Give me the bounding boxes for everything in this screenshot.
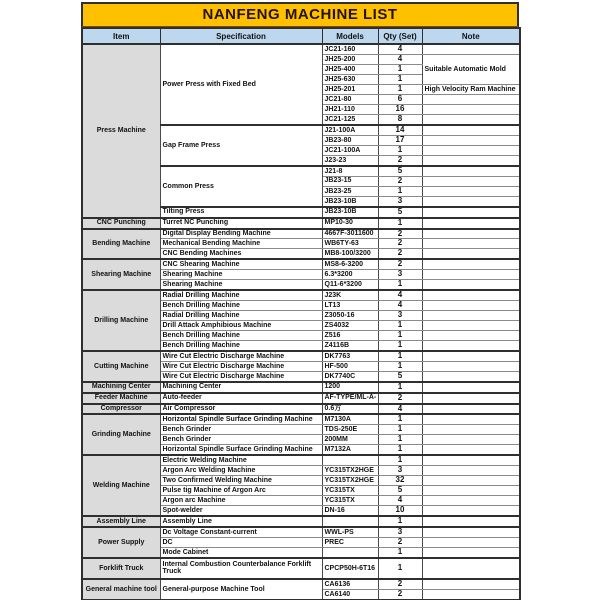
- model-cell: DK7763: [322, 351, 378, 361]
- note-cell: [422, 558, 520, 579]
- model-cell: 4667F-3011600: [322, 229, 378, 239]
- qty-cell: 5: [378, 166, 422, 176]
- qty-cell: 1: [378, 455, 422, 465]
- spec-cell: Tilting Press: [160, 207, 322, 218]
- note-cell: [422, 476, 520, 486]
- spec-cell: Mechanical Bending Machine: [160, 239, 322, 249]
- machine-list-table: [81, 27, 521, 600]
- model-cell: [322, 455, 378, 465]
- model-cell: WB6TY-63: [322, 239, 378, 249]
- spec-cell: Drill Attack Amphibious Machine: [160, 321, 322, 331]
- table-row: [82, 259, 520, 269]
- model-cell: Z516: [322, 331, 378, 341]
- spec-cell: Two Confirmed Welding Machine: [160, 476, 322, 486]
- qty-cell: 5: [378, 207, 422, 218]
- model-cell: JH25-400: [322, 64, 378, 74]
- table-row: [82, 527, 520, 537]
- note-cell: [422, 589, 520, 600]
- model-cell: YC315TX: [322, 496, 378, 506]
- table-row: [82, 579, 520, 589]
- note-cell: [422, 135, 520, 145]
- model-cell: CA6140: [322, 589, 378, 600]
- model-cell: M7130A: [322, 414, 378, 424]
- model-cell: JB23-15: [322, 176, 378, 186]
- model-cell: J21-8: [322, 166, 378, 176]
- model-cell: JH21-110: [322, 105, 378, 115]
- note-cell: [422, 249, 520, 259]
- qty-cell: 1: [378, 425, 422, 435]
- model-cell: JB23-10B: [322, 196, 378, 206]
- table-row: [82, 414, 520, 424]
- model-cell: ZS4032: [322, 321, 378, 331]
- spec-cell: Power Press with Fixed Bed: [160, 44, 322, 125]
- spec-cell: Argon arc Machine: [160, 496, 322, 506]
- model-cell: HF-500: [322, 361, 378, 371]
- note-cell: [422, 280, 520, 290]
- qty-cell: 8: [378, 115, 422, 125]
- model-cell: LT13: [322, 300, 378, 310]
- qty-cell: 14: [378, 125, 422, 135]
- model-cell: Z3050-16: [322, 310, 378, 320]
- note-cell: [422, 146, 520, 156]
- note-cell: [422, 496, 520, 506]
- qty-cell: 2: [378, 156, 422, 166]
- spec-cell: Horizontal Spindle Surface Grinding Machine: [160, 414, 322, 424]
- note-cell: [422, 331, 520, 341]
- qty-cell: 1: [378, 331, 422, 341]
- qty-cell: 3: [378, 270, 422, 280]
- note-cell: High Velocity Ram Machine: [422, 85, 520, 95]
- spec-cell: Auto-feeder: [160, 393, 322, 404]
- model-cell: JC21-80: [322, 95, 378, 105]
- item-cell: Compressor: [82, 404, 160, 415]
- model-cell: JH25-200: [322, 54, 378, 64]
- qty-cell: 2: [378, 239, 422, 249]
- qty-cell: 1: [378, 351, 422, 361]
- note-cell: [422, 435, 520, 445]
- item-cell: Power Supply: [82, 527, 160, 558]
- model-cell: JB23-80: [322, 135, 378, 145]
- spec-cell: Air Compressor: [160, 404, 322, 415]
- qty-cell: 1: [378, 558, 422, 579]
- spec-cell: Common Press: [160, 166, 322, 207]
- model-cell: JB23-10B: [322, 207, 378, 218]
- item-cell: Bending Machine: [82, 229, 160, 260]
- spec-cell: Bench Grinder: [160, 435, 322, 445]
- qty-cell: 32: [378, 476, 422, 486]
- model-cell: M7132A: [322, 445, 378, 455]
- spec-cell: Machining Center: [160, 382, 322, 393]
- qty-cell: 2: [378, 393, 422, 404]
- column-header-specification: Specification: [160, 28, 322, 44]
- qty-cell: 1: [378, 186, 422, 196]
- note-cell: [422, 270, 520, 280]
- qty-cell: 16: [378, 105, 422, 115]
- item-cell: General machine tool: [82, 579, 160, 600]
- column-header-note: Note: [422, 28, 520, 44]
- qty-cell: 4: [378, 290, 422, 300]
- spec-cell: Wire Cut Electric Discharge Machine: [160, 371, 322, 381]
- model-cell: J21-100A: [322, 125, 378, 135]
- qty-cell: 4: [378, 54, 422, 64]
- note-cell: Suitable Automatic Mold: [422, 54, 520, 84]
- model-cell: [322, 516, 378, 527]
- item-cell: Feeder Machine: [82, 393, 160, 404]
- qty-cell: 2: [378, 537, 422, 547]
- note-cell: [422, 156, 520, 166]
- qty-cell: 10: [378, 506, 422, 516]
- note-cell: [422, 506, 520, 516]
- item-cell: Grinding Machine: [82, 414, 160, 455]
- table-row: [82, 218, 520, 229]
- note-cell: [422, 547, 520, 557]
- qty-cell: 1: [378, 146, 422, 156]
- table-row: [82, 382, 520, 393]
- spec-cell: Shearing Machine: [160, 270, 322, 280]
- note-cell: [422, 239, 520, 249]
- qty-cell: 1: [378, 435, 422, 445]
- model-cell: DN-16: [322, 506, 378, 516]
- qty-cell: 6: [378, 95, 422, 105]
- spec-cell: Digital Display Bending Machine: [160, 229, 322, 239]
- qty-cell: 3: [378, 196, 422, 206]
- model-cell: 6.3*3200: [322, 270, 378, 280]
- note-cell: [422, 527, 520, 537]
- spec-cell: Bench Drilling Machine: [160, 341, 322, 351]
- spec-cell: Electric Welding Machine: [160, 455, 322, 465]
- item-cell: Cutting Machine: [82, 351, 160, 382]
- note-cell: [422, 341, 520, 351]
- note-cell: [422, 466, 520, 476]
- item-cell: Forklift Truck: [82, 558, 160, 579]
- qty-cell: 1: [378, 280, 422, 290]
- item-cell: CNC Punching: [82, 218, 160, 229]
- spec-cell: DC: [160, 537, 322, 547]
- model-cell: CA6136: [322, 579, 378, 589]
- qty-cell: 1: [378, 341, 422, 351]
- spec-cell: Wire Cut Electric Discharge Machine: [160, 361, 322, 371]
- model-cell: CPCP50H-6T16: [322, 558, 378, 579]
- note-cell: [422, 414, 520, 424]
- note-cell: [422, 579, 520, 589]
- qty-cell: 3: [378, 466, 422, 476]
- spec-cell: Spot-welder: [160, 506, 322, 516]
- qty-cell: 1: [378, 445, 422, 455]
- model-cell: JH25-630: [322, 74, 378, 84]
- qty-cell: 3: [378, 527, 422, 537]
- column-header-item: Item: [82, 28, 160, 44]
- note-cell: [422, 290, 520, 300]
- qty-cell: 17: [378, 135, 422, 145]
- table-row: [82, 44, 520, 54]
- model-cell: MB8-100/3200: [322, 249, 378, 259]
- note-cell: [422, 371, 520, 381]
- page-title: NANFENG MACHINE LIST: [81, 2, 519, 27]
- model-cell: PREC: [322, 537, 378, 547]
- model-cell: JC21-160: [322, 44, 378, 54]
- qty-cell: 4: [378, 300, 422, 310]
- qty-cell: 1: [378, 547, 422, 557]
- note-cell: [422, 115, 520, 125]
- table-row: [82, 229, 520, 239]
- spec-cell: Bench Grinder: [160, 425, 322, 435]
- qty-cell: 3: [378, 310, 422, 320]
- note-cell: [422, 95, 520, 105]
- spec-cell: Dc Voltage Constant-current: [160, 527, 322, 537]
- qty-cell: 1: [378, 218, 422, 229]
- qty-cell: 4: [378, 496, 422, 506]
- table-row: [82, 455, 520, 465]
- item-cell: Drilling Machine: [82, 290, 160, 351]
- note-cell: [422, 207, 520, 218]
- note-cell: [422, 455, 520, 465]
- spec-cell: Wire Cut Electric Discharge Machine: [160, 351, 322, 361]
- note-cell: [422, 393, 520, 404]
- note-cell: [422, 351, 520, 361]
- item-cell: Machining Center: [82, 382, 160, 393]
- qty-cell: 2: [378, 579, 422, 589]
- note-cell: [422, 229, 520, 239]
- qty-cell: 1: [378, 74, 422, 84]
- spec-cell: Shearing Machine: [160, 280, 322, 290]
- model-cell: WWL-PS: [322, 527, 378, 537]
- spec-cell: Bench Drilling Machine: [160, 300, 322, 310]
- note-cell: [422, 176, 520, 186]
- qty-cell: 2: [378, 176, 422, 186]
- qty-cell: 2: [378, 589, 422, 600]
- note-cell: [422, 166, 520, 176]
- qty-cell: 5: [378, 371, 422, 381]
- machine-list-sheet: [81, 0, 519, 600]
- note-cell: [422, 516, 520, 527]
- note-cell: [422, 218, 520, 229]
- spec-cell: CNC Shearing Machine: [160, 259, 322, 269]
- qty-cell: 4: [378, 404, 422, 415]
- model-cell: YC315TX2HGE: [322, 466, 378, 476]
- qty-cell: 1: [378, 361, 422, 371]
- column-header-qty: Qty (Set): [378, 28, 422, 44]
- item-cell: Assembly Line: [82, 516, 160, 527]
- model-cell: YC315TX: [322, 486, 378, 496]
- qty-cell: 2: [378, 249, 422, 259]
- item-cell: Shearing Machine: [82, 259, 160, 290]
- model-cell: JH25-201: [322, 85, 378, 95]
- spec-cell: CNC Bending Machines: [160, 249, 322, 259]
- model-cell: TDS-250E: [322, 425, 378, 435]
- qty-cell: 1: [378, 321, 422, 331]
- model-cell: 0.6方: [322, 404, 378, 415]
- qty-cell: 1: [378, 382, 422, 393]
- model-cell: JC21-125: [322, 115, 378, 125]
- item-cell: Press Machine: [82, 44, 160, 218]
- note-cell: [422, 44, 520, 54]
- note-cell: [422, 321, 520, 331]
- note-cell: [422, 425, 520, 435]
- table-row: [82, 516, 520, 527]
- note-cell: [422, 310, 520, 320]
- note-cell: [422, 486, 520, 496]
- qty-cell: 1: [378, 414, 422, 424]
- qty-cell: 2: [378, 259, 422, 269]
- note-cell: [422, 186, 520, 196]
- model-cell: MS8-6-3200: [322, 259, 378, 269]
- model-cell: Z4116B: [322, 341, 378, 351]
- model-cell: [322, 547, 378, 557]
- note-cell: [422, 196, 520, 206]
- column-header-models: Models: [322, 28, 378, 44]
- header-row: [82, 28, 520, 44]
- table-row: [82, 404, 520, 415]
- note-cell: [422, 445, 520, 455]
- note-cell: [422, 105, 520, 115]
- qty-cell: 2: [378, 229, 422, 239]
- spec-cell: General-purpose Machine Tool: [160, 579, 322, 600]
- note-cell: [422, 259, 520, 269]
- spec-cell: Internal Combustion Counterbalance Forklift Truck: [160, 558, 322, 579]
- spec-cell: Argon Arc Welding Machine: [160, 466, 322, 476]
- spec-cell: Turret NC Punching: [160, 218, 322, 229]
- note-cell: [422, 125, 520, 135]
- model-cell: J23K: [322, 290, 378, 300]
- model-cell: AF-TYPE/ML-A-: [322, 393, 378, 404]
- model-cell: JB23-25: [322, 186, 378, 196]
- table-row: [82, 351, 520, 361]
- spec-cell: Gap Frame Press: [160, 125, 322, 166]
- qty-cell: 4: [378, 44, 422, 54]
- model-cell: 200MM: [322, 435, 378, 445]
- model-cell: MP10-30: [322, 218, 378, 229]
- model-cell: DK7740C: [322, 371, 378, 381]
- note-cell: [422, 300, 520, 310]
- model-cell: JC21-100A: [322, 146, 378, 156]
- spec-cell: Pulse tig Machine of Argon Arc: [160, 486, 322, 496]
- model-cell: YC315TX2HGE: [322, 476, 378, 486]
- qty-cell: 1: [378, 64, 422, 74]
- note-cell: [422, 382, 520, 393]
- spec-cell: Radial Drilling Machine: [160, 310, 322, 320]
- note-cell: [422, 537, 520, 547]
- model-cell: J23-23: [322, 156, 378, 166]
- note-cell: [422, 361, 520, 371]
- spec-cell: Assembly Line: [160, 516, 322, 527]
- table-row: [82, 393, 520, 404]
- spec-cell: Radial Drilling Machine: [160, 290, 322, 300]
- table-row: [82, 290, 520, 300]
- spec-cell: Horizontal Spindle Surface Grinding Machine: [160, 445, 322, 455]
- item-cell: Welding Machine: [82, 455, 160, 516]
- model-cell: 1200: [322, 382, 378, 393]
- qty-cell: 5: [378, 486, 422, 496]
- qty-cell: 1: [378, 516, 422, 527]
- table-row: [82, 558, 520, 579]
- spec-cell: Bench Drilling Machine: [160, 331, 322, 341]
- model-cell: Q11-6*3200: [322, 280, 378, 290]
- spec-cell: Mode Cabinet: [160, 547, 322, 557]
- note-cell: [422, 404, 520, 415]
- qty-cell: 1: [378, 85, 422, 95]
